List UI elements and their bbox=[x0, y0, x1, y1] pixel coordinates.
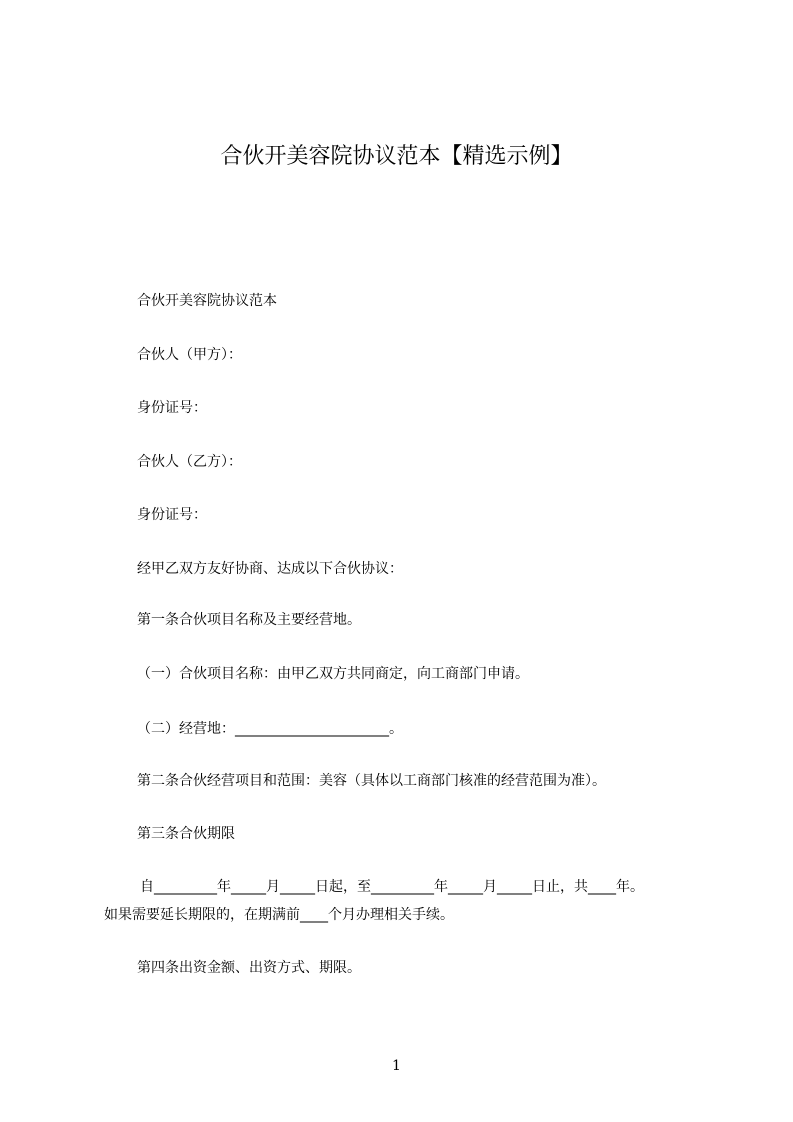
party-a-id-label: 身份证号： bbox=[137, 400, 207, 416]
article-one-heading: 第一条合伙项目名称及主要经营地。 bbox=[137, 612, 361, 628]
article-four-heading: 第四条出资金额、出资方式、期限。 bbox=[137, 960, 361, 976]
page-number: 1 bbox=[392, 1058, 401, 1074]
article-three-heading: 第三条合伙期限 bbox=[137, 826, 235, 842]
term-clause-line-1: 自_________年_____月_____日起，至_________年_____月_____日止，共____年。 bbox=[140, 879, 644, 895]
term-clause bbox=[104, 877, 724, 925]
document-title: 合伙开美容院协议范本【精选示例】 bbox=[220, 144, 573, 169]
article-two-heading: 第二条合伙经营项目和范围：美容（具体以工商部门核准的经营范围为准）。 bbox=[137, 773, 606, 789]
project-name-clause: （一）合伙项目名称：由甲乙双方共同商定，向工商部门申请。 bbox=[137, 666, 529, 682]
term-clause-line-2: 如果需要延长期限的，在期满前____个月办理相关手续。 bbox=[104, 907, 454, 923]
agreement-intro: 经甲乙双方友好协商、达成以下合伙协议： bbox=[137, 561, 403, 577]
business-location-clause: （二）经营地：______________________。 bbox=[137, 721, 403, 737]
party-b-id-label: 身份证号： bbox=[137, 507, 207, 523]
party-b-label: 合伙人（乙方）： bbox=[137, 454, 242, 470]
document-subtitle: 合伙开美容院协议范本 bbox=[137, 293, 277, 309]
party-a-label: 合伙人（甲方）： bbox=[137, 347, 242, 363]
